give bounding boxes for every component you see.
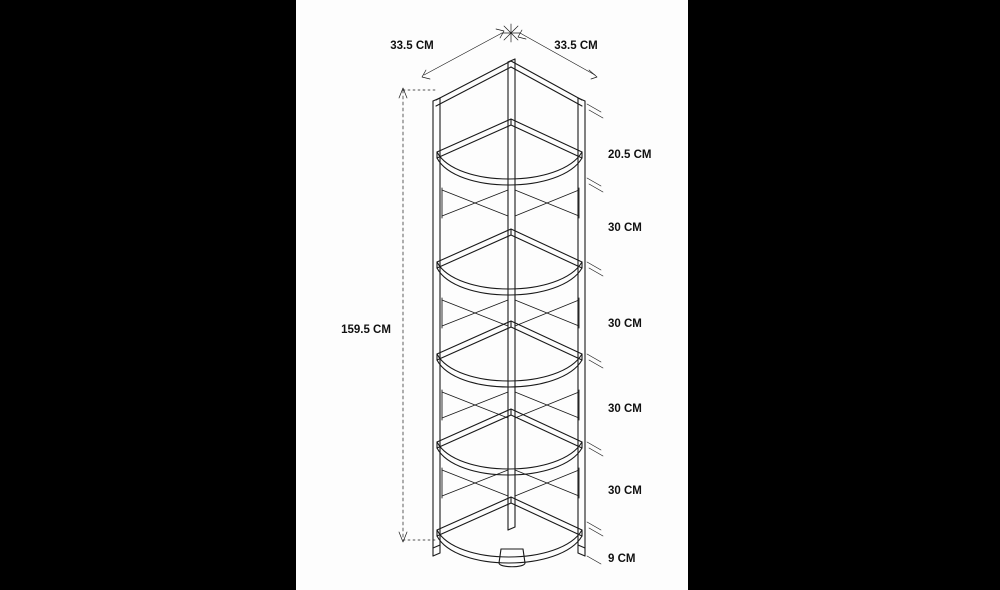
shelf-3 [437,321,582,387]
label-gap-5: 30 CM [608,485,642,497]
label-gap-4: 30 CM [608,403,642,415]
dimension-right-ticks [587,104,603,564]
shelf-2 [437,229,582,295]
shelf-1 [437,119,582,185]
label-height-total: 159.5 CM [341,324,391,336]
label-gap-2: 30 CM [608,222,642,234]
dimension-height-total [399,88,435,542]
label-gap-1: 20.5 CM [608,149,652,161]
brace-3 [442,390,579,422]
label-gap-6: 9 CM [608,553,636,565]
shelf-5-bottom [437,497,582,563]
post-left [433,98,440,556]
shelf-4 [437,409,582,475]
brace-4 [442,468,579,500]
label-gap-3: 30 CM [608,318,642,330]
label-width-left: 33.5 CM [390,40,434,52]
front-foot [499,549,525,567]
diagram-canvas [296,0,688,590]
right-black-band [688,0,1000,590]
label-width-right: 33.5 CM [554,40,598,52]
left-black-band [0,0,296,590]
brace-1 [442,188,579,220]
top-rails [436,61,582,106]
corner-shelf-line-drawing [296,0,688,590]
